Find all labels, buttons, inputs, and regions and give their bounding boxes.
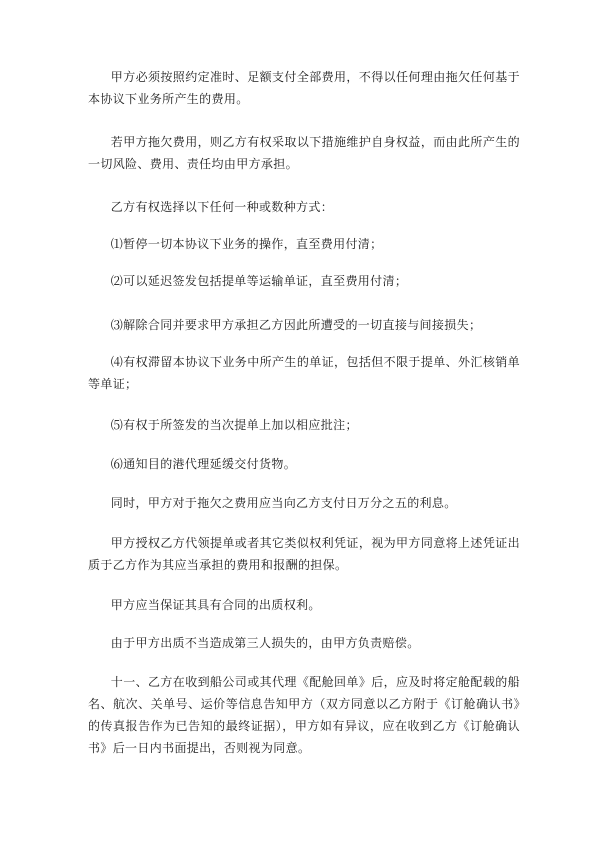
paragraph-arrears-remedies: 若甲方拖欠费用，则乙方有权采取以下措施维护自身权益，而由此所产生的一切风险、费用、责任均由甲方承担。 bbox=[88, 135, 520, 171]
paragraph-payment-obligation: 甲方必须按照约定准时、足额支付全部费用，不得以任何理由拖欠任何基于本协议下业务所产生的费用。 bbox=[88, 70, 520, 106]
paragraph-pledge-right: 甲方应当保证其具有合同的出质权利。 bbox=[110, 598, 321, 612]
paragraph-authorization-pledge: 甲方授权乙方代领提单或者其它类似权利凭证，视为甲方同意将上述凭证出质于乙方作为其应当承担的费用和报酬的担保。 bbox=[88, 536, 520, 572]
paragraph-clause-eleven: 十一、乙方在收到船公司或其代理《配舱回单》后，应及时将定舱配载的船名、航次、关单号、运价等信息告知甲方（双方同意以乙方附于《订舱确认书》的传真报告作为已告知的最终证据），甲方如有异议，应在收到乙方《订舱确认书》后一日内书面提出，否则视为同意。 bbox=[88, 675, 520, 755]
list-item-delay-documents: ⑵可以延迟签发包括提单等运输单证，直至费用付清； bbox=[110, 274, 408, 288]
list-item-terminate-contract: ⑶解除合同并要求甲方承担乙方因此所遭受的一切直接与间接损失； bbox=[110, 318, 482, 332]
list-item-notify-agent: ⑹通知目的港代理延缓交付货物。 bbox=[110, 457, 297, 471]
list-item-annotate-bill: ⑸有权于所签发的当次提单上加以相应批注； bbox=[110, 418, 358, 432]
paragraph-third-party-loss: 由于甲方出质不当造成第三人损失的，由甲方负责赔偿。 bbox=[110, 636, 420, 650]
paragraph-options-intro: 乙方有权选择以下任何一种或数种方式： bbox=[110, 200, 334, 214]
paragraph-interest: 同时，甲方对于拖欠之费用应当向乙方支付日万分之五的利息。 bbox=[110, 496, 457, 510]
list-item-suspend-operations: ⑴暂停一切本协议下业务的操作，直至费用付清； bbox=[110, 237, 383, 251]
list-item-retain-documents: ⑷有权滞留本协议下业务中所产生的单证，包括但不限于提单、外汇核销单等单证； bbox=[88, 355, 520, 391]
